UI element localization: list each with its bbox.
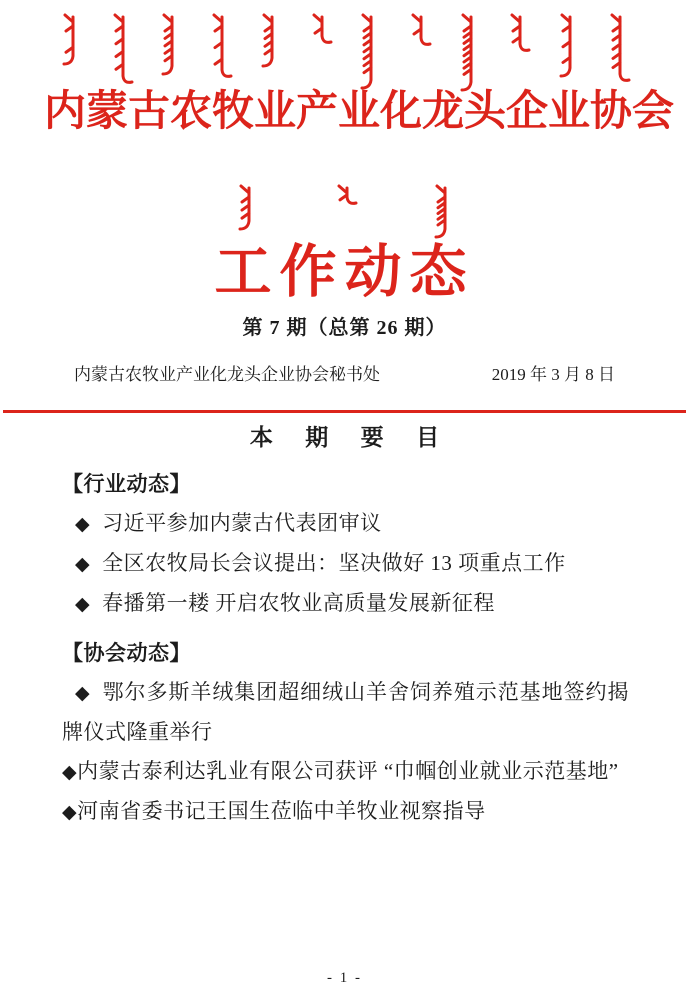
mongolian-glyph-icon xyxy=(406,12,432,48)
diamond-bullet-icon: ◆ xyxy=(75,513,91,535)
mongolian-script-row-top xyxy=(0,0,689,84)
toc-heading: 本 期 要 目 xyxy=(249,424,453,450)
toc-item: ◆内蒙古泰利达乳业有限公司获评 “巾帼创业就业示范基地” xyxy=(62,759,619,783)
org-name-title: 内蒙古农牧业产业化龙头企业协会 xyxy=(44,89,675,135)
mongolian-glyph-icon xyxy=(307,12,333,46)
mongolian-glyph-icon xyxy=(555,12,581,78)
mongolian-glyph-icon xyxy=(430,183,456,239)
diamond-bullet-icon: ◆ xyxy=(75,553,91,575)
mongolian-glyph-icon xyxy=(157,12,183,76)
toc-sections xyxy=(0,465,689,832)
issuer-row xyxy=(0,363,689,387)
toc-item: ◆河南省委书记王国生莅临中羊牧业视察指导 xyxy=(62,799,486,823)
issuer-name: 内蒙古农牧业产业化龙头企业协会秘书处 xyxy=(74,365,380,384)
mongolian-script-row-sub xyxy=(0,183,689,241)
issue-date: 2019 年 3 月 8 日 xyxy=(491,365,615,384)
section-title: 【行业动态】 xyxy=(62,473,191,496)
mongolian-glyph-icon xyxy=(505,12,531,54)
diamond-bullet-icon: ◆ xyxy=(62,761,78,783)
section-title: 【协会动态】 xyxy=(62,642,191,665)
mongolian-glyph-icon xyxy=(605,12,631,84)
red-divider-rule xyxy=(3,410,686,413)
mongolian-glyph-icon xyxy=(332,183,358,207)
issue-number: 第 7 期（总第 26 期） xyxy=(242,317,447,339)
mongolian-glyph-icon xyxy=(207,12,233,80)
toc-item: ◆ 春播第一耧 开启农牧业高质量发展新征程 xyxy=(75,591,495,615)
diamond-bullet-icon: ◆ xyxy=(62,801,78,823)
mongolian-glyph-icon xyxy=(108,12,134,86)
mongolian-glyph-icon xyxy=(257,12,283,68)
bulletin-title: 工作动态 xyxy=(214,241,475,304)
mongolian-glyph-icon xyxy=(58,12,84,66)
mongolian-glyph-icon xyxy=(356,12,382,90)
toc-item: ◆ 全区农牧局长会议提出：坚决做好 13 项重点工作 xyxy=(75,551,566,575)
toc-item: ◆ 鄂尔多斯羊绒集团超细绒山羊舍饲养殖示范基地签约揭牌仪式隆重举行 xyxy=(62,680,629,744)
diamond-bullet-icon: ◆ xyxy=(75,593,91,615)
page-number: - 1 - xyxy=(327,970,362,986)
toc-item: ◆ 习近平参加内蒙古代表团审议 xyxy=(75,511,382,535)
diamond-bullet-icon: ◆ xyxy=(75,682,91,704)
mongolian-glyph-icon xyxy=(456,12,482,92)
mongolian-glyph-icon xyxy=(234,183,260,231)
